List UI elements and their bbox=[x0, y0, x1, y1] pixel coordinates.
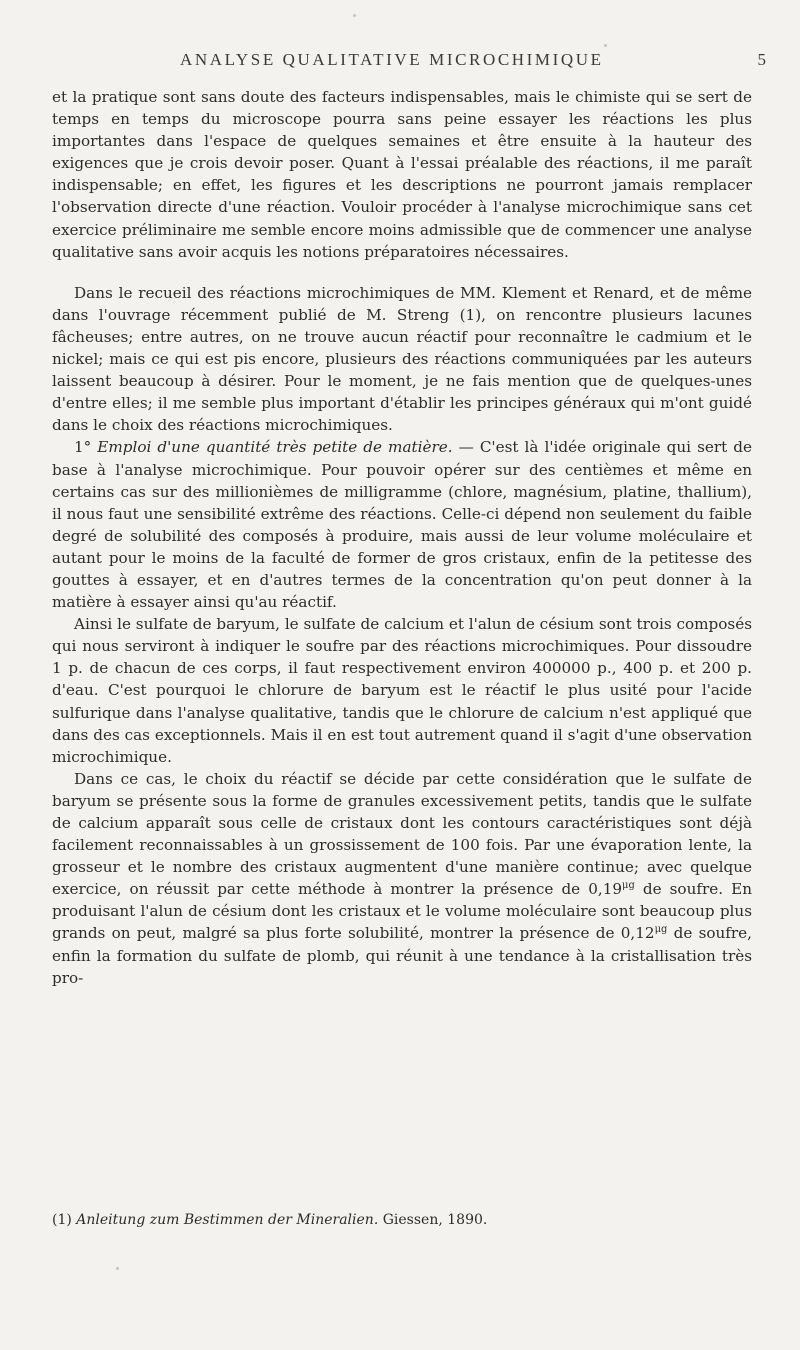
page-number: 5 bbox=[757, 50, 766, 69]
paragraph-4: Ainsi le sulfate de baryum, le sulfate de calcium et l'alun de césium sont trois composés qui nous serviront à indiquer le soufre par des réactions microchimiques. Pour dissoudre 1 p. de chacun de ces corps, il faut respectivement environ 400000 p., 400 p. et 200 p. d'eau. C'est pourquoi le chlorure de baryum est le réactif le plus usité pour l'acide sulfurique dans l'analyse qualitative, tandis que le chlorure de calcium n'est appliqué que dans des cas exceptionnels. Mais il en est tout autrement quand il s'agit d'une observation microchimique. bbox=[52, 615, 752, 766]
footnote-text: Giessen, 1890. bbox=[378, 1212, 488, 1228]
paper-speck bbox=[353, 14, 356, 17]
section-heading: Emploi d'une quantité très petite de matière. bbox=[97, 438, 453, 457]
paragraph-1: et la pratique sont sans doute des facteurs indispensables, mais le chimiste qui se sert de temps en temps du microscope pourra sans peine essayer les réactions les plus importantes dans l'espace de quelques semaines et être ensuite à la hauteur des exigences que je crois devoir poser. Quant à l'essai préalable des réactions, il me paraît indispensable; en effet, les figures et les descriptions ne pourront jamais remplacer l'observation directe d'une réaction. Vouloir procéder à l'analyse microchimique sans cet exercice préliminaire me semble encore moins admissible que de commencer une analyse qualitative sans avoir acquis les notions préparatoires nécessaires. bbox=[52, 88, 752, 261]
paragraph-5 bbox=[52, 768, 752, 989]
paragraph-2: Dans le recueil des réactions microchimiques de MM. Klement et Renard, et de même dans l'ouvrage récemment publié de M. Streng (1), on rencontre plusieurs lacunes fâcheuses; entre autres, on ne trouve aucun réactif pour reconnaître le cadmium et le nickel; mais ce qui est pis encore, plusieurs des réactions communiquées par les auteurs laissent beaucoup à désirer. Pour le moment, je ne fais mention que de quelques-unes d'entre elles; il me semble plus important d'établir les principes généraux qui m'ont guidé dans le choix des réactions microchimiques. bbox=[52, 283, 752, 435]
paragraph-3-text: — C'est là l'idée originale qui sert de base à l'analyse microchimique. Pour pouvoir opérer sur des centièmes et même en certains cas sur des millionièmes de milligramme (chlore, magnésium, platine, thallium), il nous faut une sensibilité extrême des réactions. Celle-ci dépend non seulement du faible degré de solubilité des composés à produire, mais aussi de leur volume moléculaire et autant pour le moins de la faculté de former de gros cristaux, enfin de la petitesse des gouttes à essayer, et en d'autres termes de la concentration qu'on peut donner à la matière à essayer ainsi qu'au réactif. bbox=[52, 438, 752, 612]
paragraph-3 bbox=[52, 436, 752, 613]
unit-microgram: μg bbox=[654, 924, 668, 936]
paper-speck bbox=[604, 44, 607, 47]
running-title: ANALYSE QUALITATIVE MICROCHIMIQUE bbox=[180, 50, 604, 69]
footnote-marker: (1) bbox=[52, 1212, 72, 1228]
body-text bbox=[52, 86, 752, 989]
section-number: 1° bbox=[74, 438, 98, 457]
paragraph-5-part-c: de soufre, enfin la formation du sulfate de plomb, qui réunit à une tendance à la cristallisation très pro- bbox=[52, 924, 753, 987]
footnote-title: Anleitung zum Bestimmen der Mineralien. bbox=[76, 1212, 379, 1228]
paper-speck bbox=[116, 1267, 119, 1270]
unit-microgram: μg bbox=[622, 880, 635, 892]
paragraph-gap bbox=[52, 263, 752, 282]
page-header bbox=[52, 50, 772, 74]
paragraph-5-part-b: de soufre. En produisant l'alun de césium dont les cristaux et le volume moléculaire sont beaucoup plus grands on peut, malgré sa plus forte solubilité, montrer la présence de 0,12 bbox=[52, 880, 752, 943]
paragraph-5-part-a: Dans ce cas, le choix du réactif se décide par cette considération que le sulfate de baryum se présente sous la forme de granules excessivement petits, tandis que le sulfate de calcium apparaît sous celle de cristaux dont les contours caractéristiques sont déjà facilement reconnaissables à un grossissement de 100 fois. Par une évaporation lente, la grosseur et le nombre des cristaux augmentent d'une manière continue; avec quelque exercice, on réussit par cette méthode à montrer la présence de 0,19 bbox=[52, 769, 752, 899]
footnote bbox=[52, 1212, 752, 1228]
